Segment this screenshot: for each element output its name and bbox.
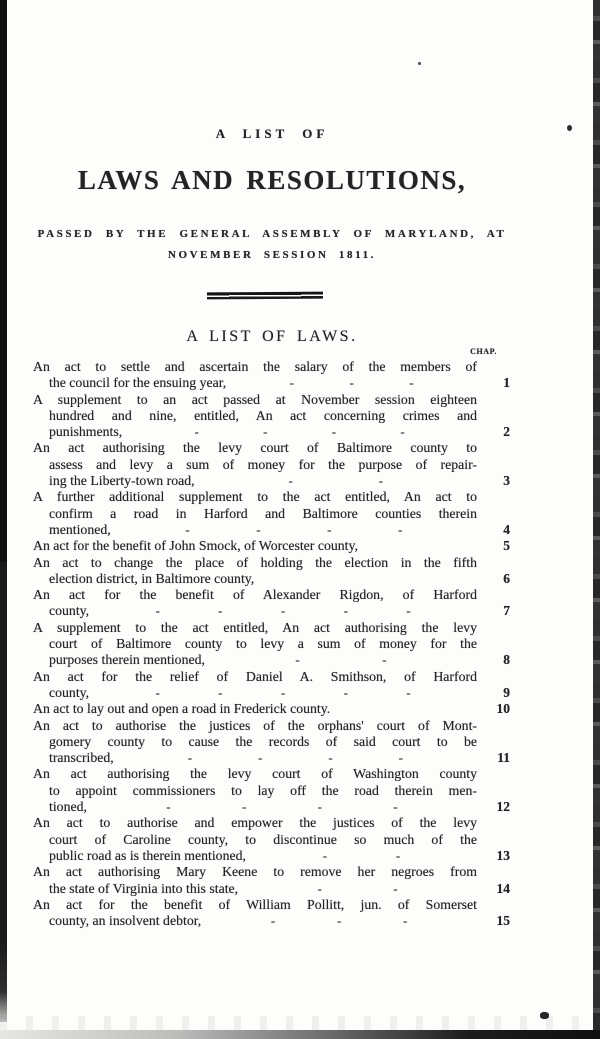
chapter-number: 7: [503, 603, 510, 619]
chapter-number: 15: [496, 913, 510, 929]
law-entry-text: election district, in Baltimore county,: [49, 570, 255, 586]
law-entry: [33, 489, 511, 538]
law-entry-last-line: [33, 603, 511, 619]
section-divider-rule: [207, 292, 323, 300]
leader-dash: -: [295, 652, 300, 668]
leader-dash: -: [289, 375, 294, 391]
chapter-number: 3: [503, 473, 510, 489]
law-entry-last-line: [33, 848, 511, 864]
scan-edge-bottom: [0, 1030, 600, 1039]
leader-dash: -: [349, 375, 354, 391]
law-entry-text: tioned,: [49, 799, 87, 815]
leader-dash: -: [393, 880, 398, 896]
law-entry-text: ing the Liberty-town road,: [49, 473, 195, 489]
leader-dash: -: [382, 652, 387, 668]
leader-dash: -: [406, 603, 411, 619]
leader-dash: -: [185, 521, 190, 537]
leader-dash: -: [327, 521, 332, 537]
law-entry: [33, 669, 511, 702]
law-entry: [33, 587, 511, 620]
law-entry: [33, 392, 511, 441]
dash-leader: [114, 750, 477, 766]
leader-dash: -: [317, 799, 322, 815]
chapter-number: 1: [503, 375, 510, 391]
law-entry-line: A supplement to the act entitled, An act authorising the levy: [33, 619, 477, 635]
scan-edge-left: [0, 0, 7, 1022]
leader-dash: -: [241, 799, 247, 815]
dash-leader: [195, 473, 477, 489]
law-entry-last-line: [33, 701, 511, 717]
law-entry-last-line: [33, 913, 511, 929]
dash-leader: [205, 652, 477, 668]
law-entry: [33, 864, 511, 897]
law-entry-line: gomery county to cause the records of said court to be: [49, 733, 477, 749]
scan-bottom-noise: [0, 1016, 600, 1030]
leader-dash: -: [393, 799, 398, 815]
dash-leader: [89, 685, 477, 701]
dash-leader: [87, 799, 477, 815]
chapter-number: 6: [503, 570, 510, 586]
document-title: LAWS AND RESOLUTIONS,: [77, 165, 467, 195]
law-entry-last-line: [33, 538, 511, 554]
leader-dash: -: [398, 750, 403, 766]
leader-dash: -: [187, 750, 193, 766]
leader-dash: -: [280, 603, 286, 619]
chapter-number: 14: [496, 880, 510, 896]
leader-dash: -: [166, 799, 171, 815]
law-entry-last-line: [33, 750, 511, 766]
law-entry-text: punishments,: [49, 424, 123, 440]
law-entry-last-line: [33, 424, 511, 440]
chapter-number: 11: [497, 750, 510, 766]
law-entry: [33, 815, 511, 864]
law-entry: [33, 701, 511, 717]
law-entry-last-line: [33, 881, 511, 897]
law-entry-line: An act for the relief of Daniel A. Smithson, of Harford: [33, 668, 477, 684]
law-entry-text: transcribed,: [49, 750, 114, 766]
law-entry: [33, 766, 511, 815]
law-entry-line: assess and levy a sum of money for the purpose of repair-: [49, 456, 477, 472]
law-entry-text: An act for the benefit of John Smock, of Worcester county,: [33, 538, 358, 554]
page-content: [33, 0, 511, 929]
law-entry-line: An act for the benefit of Alexander Rigdon, of Harford: [33, 587, 477, 603]
leader-dash: -: [378, 473, 384, 489]
chapter-number: 9: [503, 684, 510, 700]
law-entry-line: An act authorising the levy court of Baltimore county to: [33, 440, 477, 456]
section-heading: A LIST OF LAWS.: [186, 328, 358, 345]
law-entry-last-line: [33, 685, 511, 701]
law-entry-line: A supplement to an act passed at November session eighteen: [33, 391, 477, 407]
law-entry: [33, 555, 511, 588]
leader-dash: -: [270, 913, 276, 929]
leader-dash: -: [400, 424, 405, 440]
law-entry-last-line: [33, 799, 511, 815]
dash-leader: [201, 913, 477, 929]
leader-dash: -: [409, 375, 414, 391]
leader-dash: -: [258, 750, 263, 766]
law-entry-line: An act for the benefit of William Pollitt, jun. of Somerset: [33, 896, 477, 912]
scan-edge-right: [593, 0, 600, 1039]
law-entry-text: county,: [49, 603, 90, 619]
leader-dash: -: [218, 684, 223, 700]
law-entry: [33, 620, 511, 669]
dash-leader: [111, 522, 477, 538]
dash-leader: [89, 603, 477, 619]
scan-speck: [567, 125, 572, 131]
leader-dash: -: [288, 473, 293, 489]
leader-dash: -: [343, 603, 348, 619]
chapter-number: 5: [503, 538, 510, 554]
chapter-number: 12: [496, 799, 510, 815]
leader-dash: -: [256, 521, 261, 537]
leader-dash: -: [280, 684, 286, 700]
law-entry-line: An act to change the place of holding the election in the fifth: [33, 554, 477, 570]
law-entry: [33, 440, 511, 489]
law-entry-text: the state of Virginia into this state,: [49, 880, 239, 896]
law-entry-line: confirm a road in Harford and Baltimore counties therein: [49, 505, 477, 521]
leader-dash: -: [331, 424, 337, 440]
law-entry-line: court of Baltimore county to levy a sum of money for the: [49, 636, 477, 652]
law-entry-line: An act to settle and ascertain the salary of the members of: [33, 359, 477, 374]
law-entry-text: the council for the ensuing year,: [49, 375, 227, 391]
law-entry-line: An act to authorise and empower the justices of the levy: [33, 815, 477, 831]
law-entry: [33, 538, 511, 554]
law-entry-last-line: [33, 571, 511, 587]
leader-dash: -: [263, 424, 268, 440]
leader-dash: -: [328, 750, 333, 766]
law-entry-last-line: [33, 652, 511, 668]
leader-dash: -: [322, 847, 328, 863]
law-entry-line: An act to authorise the justices of the orphans' court of Mont-: [33, 717, 477, 733]
document-subtitle-line1: PASSED BY THE GENERAL ASSEMBLY OF MARYLAND, AT: [37, 228, 507, 240]
leader-dash: -: [155, 684, 160, 700]
law-entry-text: purposes therein mentioned,: [49, 652, 205, 668]
law-entry: [33, 718, 511, 767]
document-subtitle-line2: NOVEMBER SESSION 1811.: [167, 249, 377, 261]
law-entry-line: hundred and nine, entitled, An act concerning crimes and: [49, 407, 477, 423]
chapter-number: 4: [503, 521, 510, 537]
law-entry: [33, 897, 511, 930]
law-entry: [33, 359, 511, 392]
law-list: [33, 359, 511, 929]
chapter-number: 10: [496, 701, 510, 717]
law-entry-last-line: [33, 473, 511, 489]
leader-dash: -: [343, 684, 348, 700]
law-entry-text: county,: [49, 684, 90, 700]
chapter-column-header: CHAP.: [470, 347, 497, 356]
leader-dash: -: [395, 847, 401, 863]
chapter-number: 13: [496, 847, 510, 863]
dash-leader: [122, 424, 477, 440]
law-entry-text: public road as is therein mentioned,: [49, 847, 246, 863]
law-entry-text: mentioned,: [49, 521, 111, 537]
leader-dash: -: [194, 424, 199, 440]
leader-dash: -: [317, 880, 322, 896]
law-entry-last-line: [33, 522, 511, 538]
law-entry-line: An act authorising Mary Keene to remove her negroes from: [33, 864, 477, 880]
leader-dash: -: [406, 684, 411, 700]
chapter-number: 8: [503, 652, 510, 668]
leader-dash: -: [155, 603, 160, 619]
leader-dash: -: [398, 521, 403, 537]
law-entry-line: to appoint commissioners to lay off the road therein men-: [49, 782, 477, 798]
dash-leader: [226, 375, 477, 391]
law-entry-text: county, an insolvent debtor,: [49, 913, 202, 929]
dash-leader: [246, 848, 477, 864]
document-supertitle: A LIST OF: [215, 126, 329, 141]
law-entry-line: court of Caroline county, to discontinue so much of the: [49, 831, 477, 847]
leader-dash: -: [402, 913, 408, 929]
leader-dash: -: [218, 603, 223, 619]
scan-speck: [540, 1012, 549, 1019]
chapter-number: 2: [503, 424, 510, 440]
dash-leader: [238, 881, 477, 897]
law-entry-last-line: [33, 375, 511, 391]
law-entry-line: A further additional supplement to the act entitled, An act to: [33, 489, 477, 505]
leader-dash: -: [336, 913, 342, 929]
law-entry-line: An act authorising the levy court of Washington county: [33, 766, 477, 782]
law-entry-text: An act to lay out and open a road in Frederick county.: [33, 701, 331, 717]
